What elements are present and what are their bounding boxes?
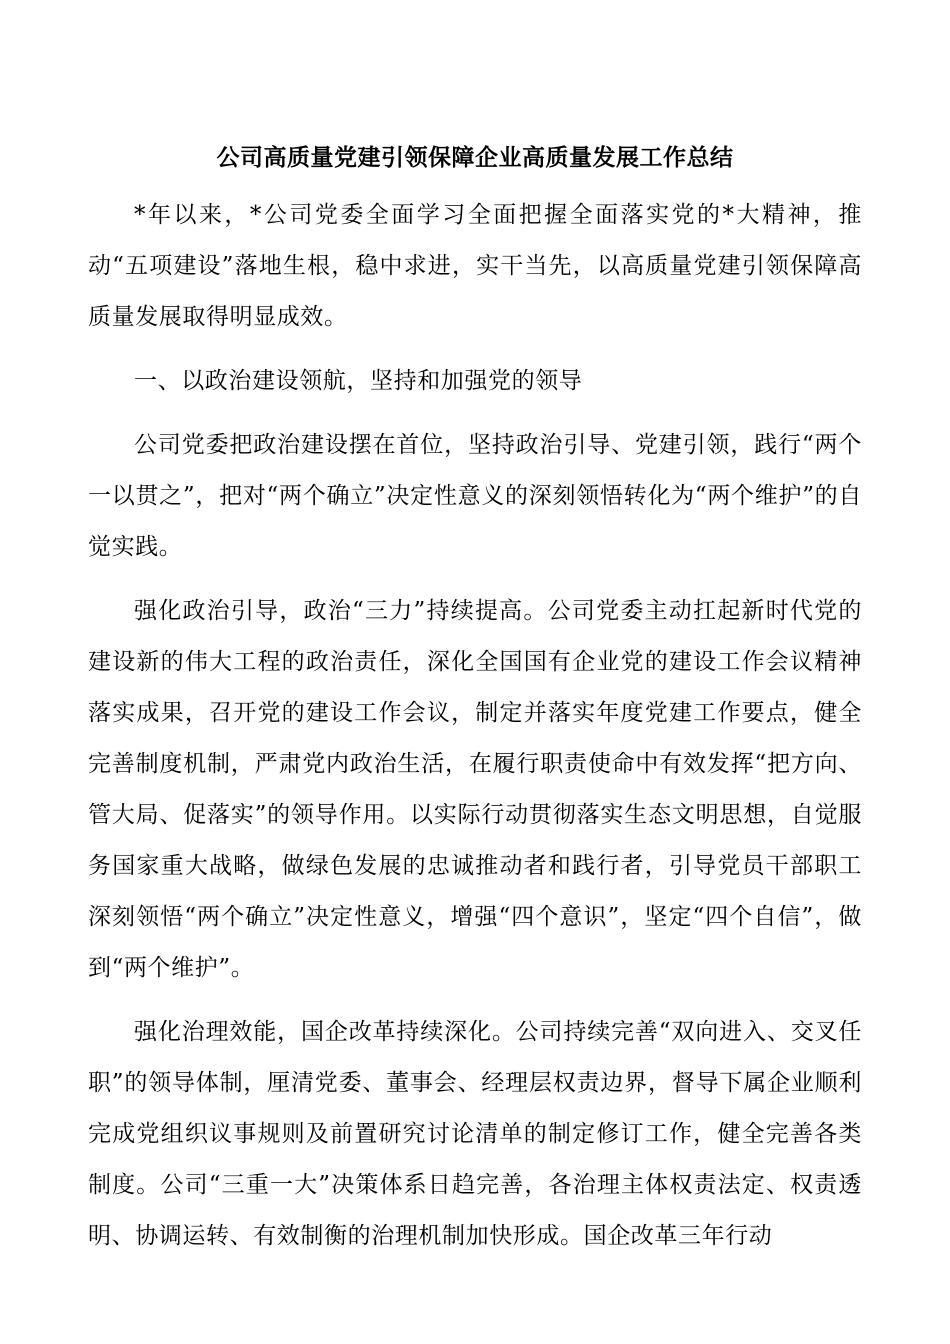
document-body bbox=[88, 190, 862, 1262]
section-1-paragraph: 公司党委把政治建设摆在首位，坚持政治引导、党建引领，践行“两个一以贯之”，把对“两个确立”决定性意义的深刻领悟转化为“两个维护”的自觉实践。 bbox=[88, 432, 862, 560]
section-heading-1: 一、以政治建设领航，坚持和加强党的领导 bbox=[134, 368, 583, 394]
document-title: 公司高质量党建引领保障企业高质量发展工作总结 bbox=[216, 145, 734, 171]
governance-paragraph: 强化治理效能，国企改革持续深化。公司持续完善“双向进入、交叉任职”的领导体制，厘清党委、董事会、经理层权责边界，督导下属企业顺利完成党组织议事规则及前置研究讨论清单的制定修订工作，健全完善各类制度。公司“三重一大”决策体系日趋完善，各治理主体权责法定、权责透明、协调运转、有效制衡的治理机制加快形成。国企改革三年行动 bbox=[88, 1019, 862, 1249]
political-guidance-paragraph: 强化政治引导，政治“三力”持续提高。公司党委主动扛起新时代党的建设新的伟大工程的政治责任，深化全国国有企业党的建设工作会议精神落实成果，召开党的建设工作会议，制定并落实年度党建工作要点，健全完善制度机制，严肃党内政治生活，在履行职责使命中有效发挥“把方向、管大局、促落实”的领导作用。以实际行动贯彻落实生态文明思想，自觉服务国家重大战略，做绿色发展的忠诚推动者和践行者，引导党员干部职工深刻领悟“两个确立”决定性意义，增强“四个意识”，坚定“四个自信”，做到“两个维护”。 bbox=[88, 598, 862, 981]
intro-paragraph: *年以来，*公司党委全面学习全面把握全面落实党的*大精神，推动“五项建设”落地生根，稳中求进，实干当先，以高质量党建引领保障高质量发展取得明显成效。 bbox=[88, 202, 862, 330]
